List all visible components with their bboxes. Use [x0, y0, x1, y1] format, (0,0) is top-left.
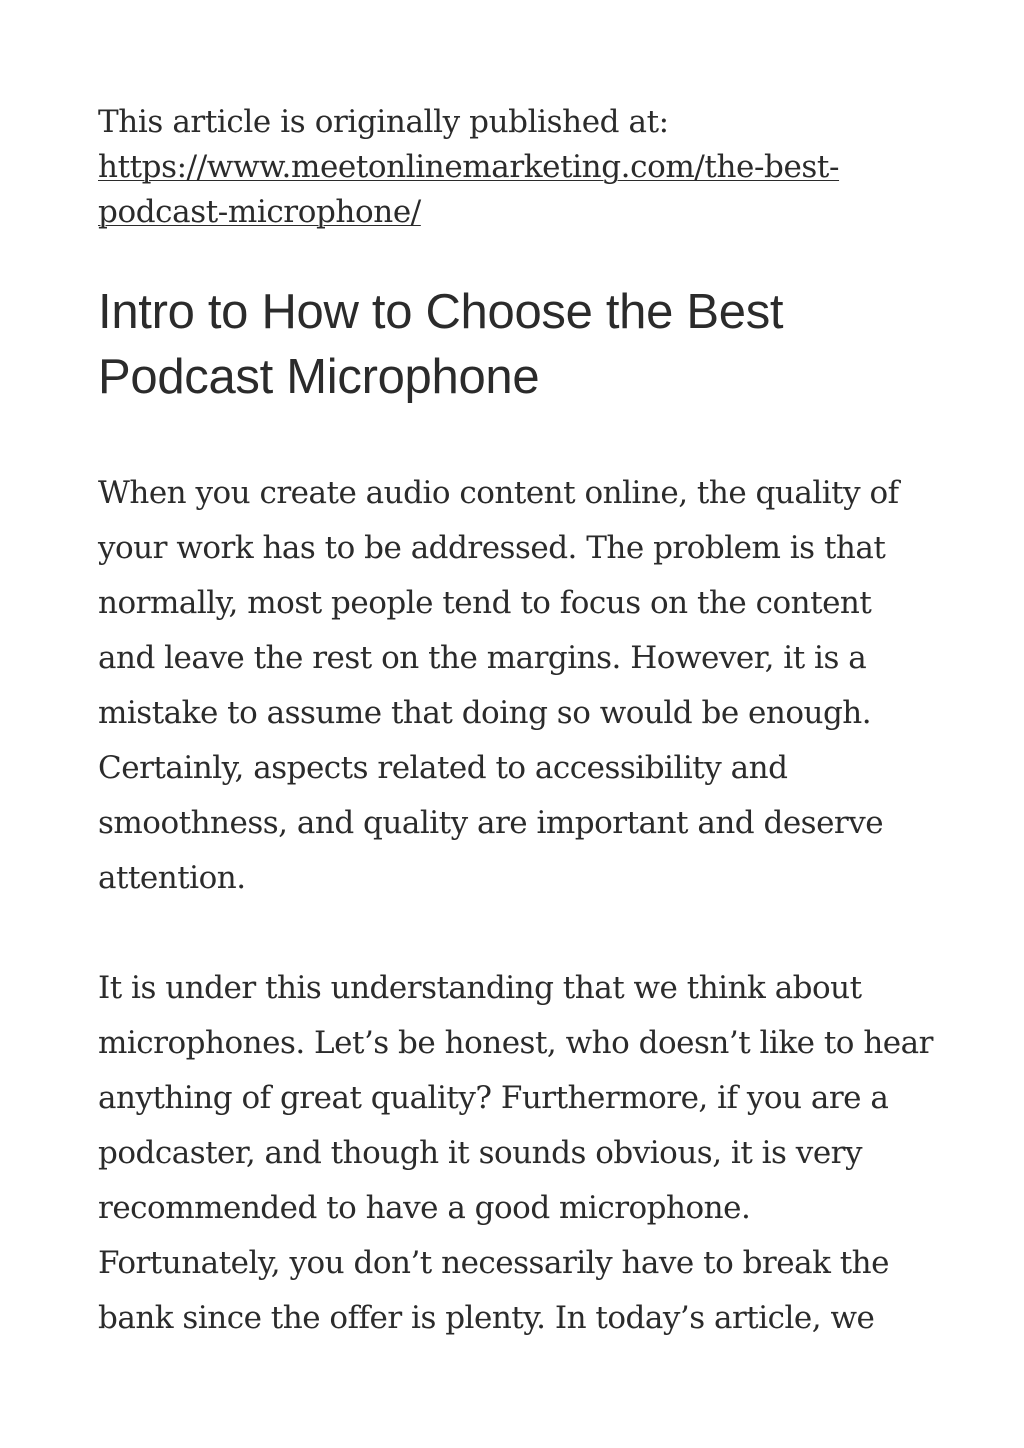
source-prefix: This article is originally published at: [98, 104, 669, 140]
source-link[interactable]: https://www.meetonlinemarketing.com/the-best-podcast-microphone/ [98, 149, 840, 230]
article-paragraph-1: When you create audio content online, the quality of your work has to be addressed. The problem is that normally, most people tend to focus on the content and leave the rest on the margins. However, it is a mistake to assume that doing so would be enough. Certainly, aspects related to accessibility and smoothness, and quality are important and deserve attention. [98, 475, 899, 896]
article-paragraph-2: It is under this understanding that we think about microphones. Let’s be honest, who doesn’t like to hear anything of great quality? Furthermore, if you are a podcaster, and though it sounds obvious, it is very recommended to have a good microphone. Fortunately, you don’t necessarily have to break the bank since the offer is plenty. In today’s article, we [98, 970, 933, 1336]
source-notice [98, 100, 928, 235]
article-title: Intro to How to Choose the Best Podcast Microphone [98, 285, 784, 404]
